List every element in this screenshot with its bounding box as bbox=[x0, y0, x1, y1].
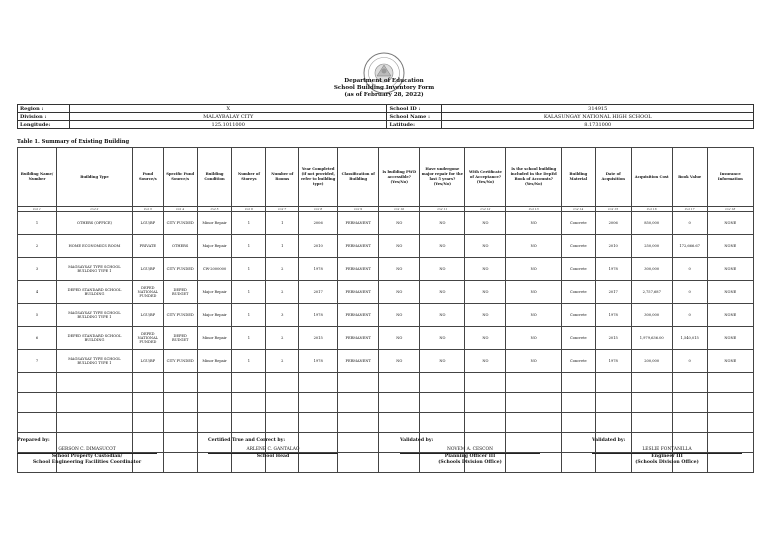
table-cell: 300,000 bbox=[631, 258, 672, 281]
table-cell: NO bbox=[506, 258, 561, 281]
table-cell: 3 bbox=[266, 304, 299, 327]
table-cell: NO bbox=[420, 350, 465, 373]
column-number: Col 6 bbox=[232, 207, 266, 212]
column-number: Col 18 bbox=[707, 207, 753, 212]
table-cell bbox=[420, 413, 465, 433]
column-number: Col 10 bbox=[379, 207, 420, 212]
table-cell: Minor Repair bbox=[197, 350, 232, 373]
table-cell bbox=[561, 413, 595, 433]
table-cell: NO bbox=[506, 327, 561, 350]
table-cell bbox=[132, 373, 163, 393]
table-cell bbox=[232, 393, 266, 413]
table-cell bbox=[163, 393, 197, 413]
table-cell: DEPED NATIONAL FUNDED bbox=[132, 281, 163, 304]
table-cell bbox=[379, 393, 420, 413]
table-cell: 1,979,636.00 bbox=[631, 327, 672, 350]
longitude-value: 125.1011000 bbox=[69, 121, 387, 129]
table-cell: NO bbox=[379, 281, 420, 304]
column-number: Col 15 bbox=[595, 207, 631, 212]
table-cell: 2015 bbox=[595, 327, 631, 350]
table-cell: 2010 bbox=[299, 235, 338, 258]
division-label: Division : bbox=[18, 113, 70, 121]
table-cell bbox=[338, 453, 379, 473]
table-cell: NO bbox=[379, 327, 420, 350]
column-number: Col 13 bbox=[506, 207, 561, 212]
table-cell: CW-2000000 bbox=[197, 258, 232, 281]
table-row bbox=[18, 258, 754, 281]
table-cell: 1 bbox=[232, 281, 266, 304]
table-cell bbox=[465, 373, 506, 393]
signatory-validated-planning bbox=[400, 438, 540, 466]
table-cell bbox=[561, 393, 595, 413]
table-cell: 200,000 bbox=[631, 350, 672, 373]
signatory-label: Certified True and Correct by: bbox=[208, 438, 286, 443]
table-cell: 1 bbox=[232, 258, 266, 281]
table-cell bbox=[266, 413, 299, 433]
table-cell: 3 bbox=[18, 258, 57, 281]
table-cell: 1 bbox=[232, 235, 266, 258]
signatory-name: ARLENE C. GANTALAO bbox=[246, 447, 300, 452]
column-header: Book Value bbox=[672, 148, 707, 207]
column-number: Col 9 bbox=[338, 207, 379, 212]
column-header: Building Material bbox=[561, 148, 595, 207]
column-number: Col 16 bbox=[631, 207, 672, 212]
column-number: Col 7 bbox=[266, 207, 299, 212]
table-cell: NONE bbox=[707, 304, 753, 327]
table-cell: NO bbox=[465, 212, 506, 235]
table-cell: 1 bbox=[18, 212, 57, 235]
column-number: Col 8 bbox=[299, 207, 338, 212]
table-cell: DEPED BUDGET bbox=[163, 281, 197, 304]
table-cell: 4 bbox=[18, 281, 57, 304]
table-cell bbox=[506, 373, 561, 393]
table-cell: Concrete bbox=[561, 350, 595, 373]
table-cell bbox=[163, 453, 197, 473]
table-cell: MAGSAYSAY TYPE SCHOOL BUILDING TYPE 1 bbox=[57, 258, 133, 281]
table-cell: NO bbox=[465, 304, 506, 327]
table-cell: NO bbox=[420, 281, 465, 304]
table-cell: Minor Repair bbox=[197, 327, 232, 350]
column-number: Col 12 bbox=[465, 207, 506, 212]
column-header: Specific Fund Source/s bbox=[163, 148, 197, 207]
table-cell: NO bbox=[506, 304, 561, 327]
table-row bbox=[18, 350, 754, 373]
table-cell: PERMANENT bbox=[338, 281, 379, 304]
table-cell: 2 bbox=[18, 235, 57, 258]
table-cell: 2 bbox=[266, 350, 299, 373]
column-header: Acquisition Cost bbox=[631, 148, 672, 207]
table-cell: 1 bbox=[266, 212, 299, 235]
table-cell: 0 bbox=[672, 281, 707, 304]
empty-table-row bbox=[18, 373, 754, 393]
table-cell: PERMANENT bbox=[338, 212, 379, 235]
table-cell: NONE bbox=[707, 212, 753, 235]
table-cell bbox=[420, 373, 465, 393]
table-cell: NO bbox=[465, 281, 506, 304]
table-cell bbox=[672, 373, 707, 393]
table-cell bbox=[707, 373, 753, 393]
table-cell: 850,000 bbox=[631, 212, 672, 235]
column-number: Col 17 bbox=[672, 207, 707, 212]
table-cell: LGU/BP bbox=[132, 212, 163, 235]
column-header: Is the school building included in the DepEd Book of Accounts? (Yes/No) bbox=[506, 148, 561, 207]
column-header: Year Completed (if not provided, refer to building type) bbox=[299, 148, 338, 207]
column-number: Col 5 bbox=[197, 207, 232, 212]
signatory-name: NOVEM A. CESCON bbox=[447, 447, 493, 452]
table-cell bbox=[595, 373, 631, 393]
table-cell: NO bbox=[465, 258, 506, 281]
table-cell: 1978 bbox=[595, 304, 631, 327]
table-body bbox=[18, 207, 754, 473]
signatory-position: School Head bbox=[256, 454, 290, 459]
table-cell bbox=[506, 413, 561, 433]
table-cell bbox=[57, 373, 133, 393]
column-header: Is building PWD accessible? (Yes/No) bbox=[379, 148, 420, 207]
signatory-position: Engineer III bbox=[651, 454, 683, 459]
column-header: Building Name/ Number bbox=[18, 148, 57, 207]
table-cell: Major Repair bbox=[197, 304, 232, 327]
table-cell: 1 bbox=[266, 235, 299, 258]
table-cell: NO bbox=[379, 258, 420, 281]
table-cell bbox=[506, 393, 561, 413]
header-title: Department of Education bbox=[344, 78, 424, 84]
table-cell bbox=[299, 413, 338, 433]
table-cell: 1 bbox=[232, 350, 266, 373]
table-cell bbox=[232, 373, 266, 393]
table-cell: 1978 bbox=[299, 350, 338, 373]
region-value: X bbox=[69, 105, 387, 113]
table-cell bbox=[132, 413, 163, 433]
signatory-label: Validated by: bbox=[592, 438, 626, 443]
table-cell: LGU/BP bbox=[132, 304, 163, 327]
table-cell: 1978 bbox=[595, 350, 631, 373]
table-cell bbox=[561, 453, 595, 473]
table-cell bbox=[631, 373, 672, 393]
table-cell bbox=[707, 393, 753, 413]
column-header: Fund Source/s bbox=[132, 148, 163, 207]
table-cell: 2 bbox=[266, 281, 299, 304]
table-cell: Concrete bbox=[561, 281, 595, 304]
table-cell bbox=[338, 393, 379, 413]
table-cell bbox=[672, 413, 707, 433]
table-cell: PERMANENT bbox=[338, 304, 379, 327]
column-header: Building Condition bbox=[197, 148, 232, 207]
table-cell bbox=[561, 373, 595, 393]
division-value: MALAYBALAY CITY bbox=[69, 113, 387, 121]
table-cell bbox=[163, 413, 197, 433]
signatory-position-office: (Schools Division Office) bbox=[635, 460, 699, 465]
school-id-value: 314915 bbox=[442, 105, 754, 113]
table-cell: DEPED NATIONAL FUNDED bbox=[132, 327, 163, 350]
building-inventory-table bbox=[17, 147, 754, 473]
table-cell: 1 bbox=[232, 212, 266, 235]
table-cell bbox=[266, 393, 299, 413]
table-cell: 2017 bbox=[595, 281, 631, 304]
table-cell: Concrete bbox=[561, 327, 595, 350]
table-cell: NO bbox=[379, 350, 420, 373]
table-cell: NO bbox=[420, 304, 465, 327]
signatory-prepared bbox=[17, 438, 157, 466]
table-cell: LGU/BP bbox=[132, 350, 163, 373]
column-header: Insurance Information bbox=[707, 148, 753, 207]
table-cell bbox=[197, 413, 232, 433]
table-cell: PERMANENT bbox=[338, 350, 379, 373]
table-cell: OTHERS (OFFICE) bbox=[57, 212, 133, 235]
table-cell: PERMANENT bbox=[338, 235, 379, 258]
table-row bbox=[18, 304, 754, 327]
table-cell: 1,540,015 bbox=[672, 327, 707, 350]
table-cell: NO bbox=[420, 235, 465, 258]
table-cell bbox=[18, 413, 57, 433]
school-id-label: School ID : bbox=[387, 105, 442, 113]
longitude-label: Longitude: bbox=[18, 121, 70, 129]
table-cell: 7 bbox=[18, 350, 57, 373]
signatory-label: Validated by: bbox=[400, 438, 434, 443]
table-cell bbox=[465, 413, 506, 433]
table-cell: NO bbox=[506, 281, 561, 304]
column-number: Col 1 bbox=[18, 207, 57, 212]
latitude-value: 8.1731000 bbox=[442, 121, 754, 129]
table-cell: 0 bbox=[672, 350, 707, 373]
school-name-value: KALASUNGAY NATIONAL HIGH SCHOOL bbox=[442, 113, 754, 121]
table-cell: NO bbox=[420, 212, 465, 235]
table-cell: NONE bbox=[707, 258, 753, 281]
table-cell bbox=[420, 393, 465, 413]
table-cell: NONE bbox=[707, 235, 753, 258]
table-cell: Concrete bbox=[561, 212, 595, 235]
table-cell: NONE bbox=[707, 350, 753, 373]
table-cell: MAGSAYSAY TYPE SCHOOL BUILDING TYPE 1 bbox=[57, 350, 133, 373]
table-cell: 2010 bbox=[595, 235, 631, 258]
table-cell: NO bbox=[506, 212, 561, 235]
table-cell: 0 bbox=[672, 258, 707, 281]
signatory-name: LESLIE FONTANILLA bbox=[642, 447, 692, 452]
table-cell bbox=[631, 393, 672, 413]
table-cell: Concrete bbox=[561, 258, 595, 281]
table-cell: PERMANENT bbox=[338, 327, 379, 350]
table-cell bbox=[595, 393, 631, 413]
column-header: Building Type bbox=[57, 148, 133, 207]
empty-table-row bbox=[18, 393, 754, 413]
column-number: Col 2 bbox=[57, 207, 133, 212]
column-header-row bbox=[18, 148, 754, 207]
signatory-certified bbox=[208, 438, 338, 460]
table-cell: NO bbox=[379, 235, 420, 258]
table-cell: Minor Repair bbox=[197, 212, 232, 235]
column-number: Col 14 bbox=[561, 207, 595, 212]
table-cell: LGU/BP bbox=[132, 258, 163, 281]
table-cell: 2006 bbox=[595, 212, 631, 235]
column-header: Number of Storeys bbox=[232, 148, 266, 207]
table-cell bbox=[18, 373, 57, 393]
table-cell: DEPED STANDARD SCHOOL BUILDING bbox=[57, 327, 133, 350]
table-cell bbox=[465, 393, 506, 413]
table-cell bbox=[57, 413, 133, 433]
table-cell: NO bbox=[465, 350, 506, 373]
signatory-position-office: (Schools Division Office) bbox=[438, 460, 502, 465]
table-cell: PERMANENT bbox=[338, 258, 379, 281]
table-cell bbox=[299, 373, 338, 393]
table-cell: DEPED BUDGET bbox=[163, 327, 197, 350]
table-cell: Major Repair bbox=[197, 281, 232, 304]
table-row bbox=[18, 281, 754, 304]
table-cell bbox=[299, 393, 338, 413]
table-cell: MAGSAYSAY TYPE SCHOOL BUILDING TYPE 1 bbox=[57, 304, 133, 327]
table-row bbox=[18, 327, 754, 350]
table-cell bbox=[672, 393, 707, 413]
table-cell: 1978 bbox=[595, 258, 631, 281]
column-number: Col 3 bbox=[132, 207, 163, 212]
table-cell: Concrete bbox=[561, 304, 595, 327]
table-cell bbox=[163, 373, 197, 393]
signatory-position: Planning Officer III bbox=[444, 454, 496, 459]
table-cell bbox=[338, 433, 379, 453]
table-cell bbox=[232, 413, 266, 433]
latitude-label: Latitude: bbox=[387, 121, 442, 129]
table-cell: NO bbox=[420, 258, 465, 281]
table-cell: DEPED STANDARD SCHOOL BUILDING bbox=[57, 281, 133, 304]
table-cell: 2006 bbox=[299, 212, 338, 235]
table-cell: 2 bbox=[266, 327, 299, 350]
table-cell: 1 bbox=[232, 304, 266, 327]
table-cell bbox=[57, 393, 133, 413]
table-cell bbox=[197, 393, 232, 413]
table-cell: NO bbox=[420, 327, 465, 350]
table-cell: Concrete bbox=[561, 235, 595, 258]
table-cell: CITY FUNDED bbox=[163, 258, 197, 281]
header-form-name: School Building Inventory Form bbox=[333, 85, 435, 91]
table-cell: 250,000 bbox=[631, 235, 672, 258]
table-cell: 172,666.67 bbox=[672, 235, 707, 258]
table-cell bbox=[595, 413, 631, 433]
table-row bbox=[18, 235, 754, 258]
column-number: Col 11 bbox=[420, 207, 465, 212]
table-cell: 5 bbox=[18, 304, 57, 327]
table-cell: 1978 bbox=[299, 304, 338, 327]
region-label: Region : bbox=[18, 105, 70, 113]
table-cell: CITY FUNDED bbox=[163, 304, 197, 327]
table-cell: HOME ECONOMICS ROOM bbox=[57, 235, 133, 258]
table-cell: NO bbox=[379, 304, 420, 327]
table-cell bbox=[631, 413, 672, 433]
table-cell bbox=[163, 433, 197, 453]
signatory-name: GERSON C. DIMASUCOT bbox=[58, 447, 116, 452]
table-cell: NO bbox=[506, 350, 561, 373]
school-name-label: School Name : bbox=[387, 113, 442, 121]
table-cell bbox=[338, 413, 379, 433]
table-cell: CITY FUNDED bbox=[163, 212, 197, 235]
table-cell: Major Repair bbox=[197, 235, 232, 258]
table-cell bbox=[197, 373, 232, 393]
table-cell: NO bbox=[506, 235, 561, 258]
table-cell: PRIVATE bbox=[132, 235, 163, 258]
signatory-position-office: School Engineering Facilities Coordinator bbox=[32, 460, 142, 465]
table-cell bbox=[379, 413, 420, 433]
signatory-validated-engineer bbox=[592, 438, 742, 466]
table-cell: OTHERS bbox=[163, 235, 197, 258]
table-cell bbox=[338, 373, 379, 393]
table-cell bbox=[379, 373, 420, 393]
table-cell: NO bbox=[465, 235, 506, 258]
column-header: Have undergone major repair for the last 5 years? (Yes/No) bbox=[420, 148, 465, 207]
school-info-table bbox=[17, 104, 754, 129]
table-cell bbox=[266, 373, 299, 393]
column-number: Col 4 bbox=[163, 207, 197, 212]
column-header: Classification of Building bbox=[338, 148, 379, 207]
table-cell: 2 bbox=[266, 258, 299, 281]
table-cell bbox=[707, 413, 753, 433]
table-cell: 1978 bbox=[299, 258, 338, 281]
column-header: Number of Rooms bbox=[266, 148, 299, 207]
table-cell: CITY FUNDED bbox=[163, 350, 197, 373]
table-cell bbox=[561, 433, 595, 453]
empty-table-row bbox=[18, 413, 754, 433]
signatory-label: Prepared by: bbox=[17, 438, 50, 443]
table-cell: 2,757,687 bbox=[631, 281, 672, 304]
table-cell: 2015 bbox=[299, 327, 338, 350]
table-cell: 300,000 bbox=[631, 304, 672, 327]
header-date: (as of February 28, 2022) bbox=[344, 92, 424, 98]
table-cell: 0 bbox=[672, 304, 707, 327]
table-cell: 6 bbox=[18, 327, 57, 350]
table-cell: 0 bbox=[672, 212, 707, 235]
column-header: With Certificate of Acceptance? (Yes/No) bbox=[465, 148, 506, 207]
table-cell: 1 bbox=[232, 327, 266, 350]
signatory-position: School Property Custodian/ bbox=[51, 454, 123, 459]
table-cell bbox=[132, 393, 163, 413]
table-cell bbox=[18, 393, 57, 413]
column-header: Date of Acquisition bbox=[595, 148, 631, 207]
table-title: Table 1. Summary of Existing Building bbox=[17, 139, 130, 145]
table-row bbox=[18, 212, 754, 235]
table-cell: NO bbox=[465, 327, 506, 350]
table-cell: NONE bbox=[707, 327, 753, 350]
table-cell: 2017 bbox=[299, 281, 338, 304]
table-cell: NO bbox=[379, 212, 420, 235]
table-cell: NONE bbox=[707, 281, 753, 304]
